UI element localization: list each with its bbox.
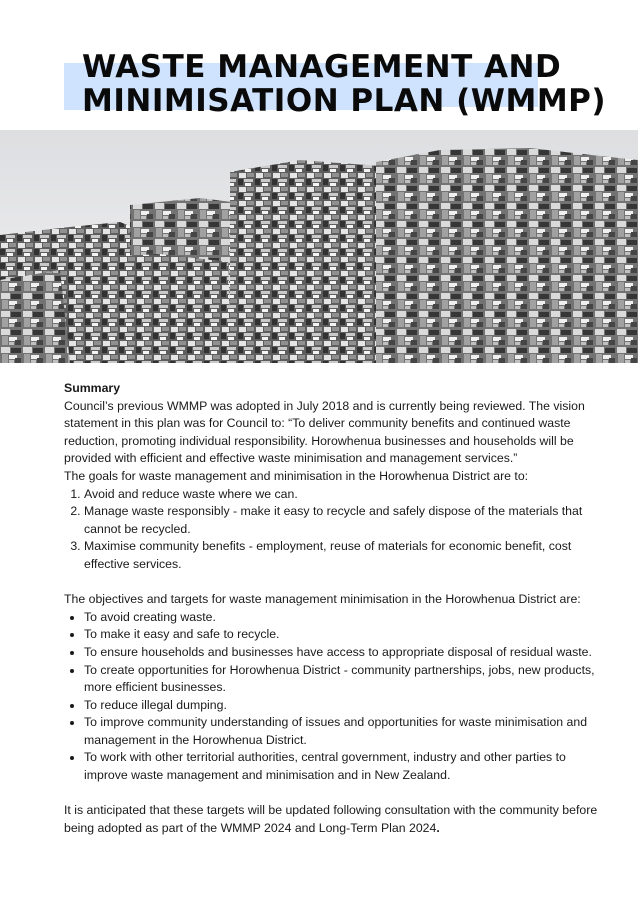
list-item: • To ensure households and businesses have access to appropriate disposal of residual waste. <box>84 644 600 662</box>
list-item: • To work with other territorial authorities, central government, industry and other parties to improve waste management and minimisation and in New Zealand. <box>84 749 600 784</box>
list-item: • To create opportunities for Horowhenua District - community partnerships, jobs, new products, more efficient businesses. <box>84 662 600 697</box>
goals-list <box>64 486 600 574</box>
title-block <box>0 0 638 128</box>
title-line-1: WASTE MANAGEMENT AND <box>82 49 562 85</box>
list-item: • To improve community understanding of issues and opportunities for waste minimisation and management in the Horowhenua District. <box>84 714 600 749</box>
recycling-bales-photo <box>0 130 638 363</box>
summary-intro: Council’s previous WMMP was adopted in July 2018 and is currently being reviewed. The vision statement in this plan was for Council to: “To deliver community benefits and continued waste reduction, promoting individual responsibility. Horowhenua businesses and households will be provided with efficient and effective waste minimisation and management services.” <box>64 398 585 466</box>
list-item: 1. Avoid and reduce waste where we can. <box>84 486 600 504</box>
goals-intro: The goals for waste management and minimisation in the Horowhenua District are to: <box>64 468 529 483</box>
objectives-list <box>64 609 600 785</box>
list-item: 3. Maximise community benefits - employment, reuse of materials for economic benefit, cost effective services. <box>84 538 600 573</box>
closing-text: It is anticipated that these targets will be updated following consultation with the community before being adopted as part of the WMMP 2024 and Long-Term Plan 2024 <box>64 803 598 835</box>
closing-paragraph <box>64 802 600 837</box>
objectives-intro: The objectives and targets for waste management minimisation in the Horowhenua District are: <box>64 592 581 607</box>
list-item: 2. Manage waste responsibly - make it easy to recycle and safely dispose of the materials that cannot be recycled. <box>84 503 600 538</box>
summary-heading: Summary <box>64 381 121 395</box>
summary-section <box>64 380 600 837</box>
list-item: • To reduce illegal dumping. <box>84 697 600 715</box>
list-item: • To avoid creating waste. <box>84 609 600 627</box>
title-line-2: MINIMISATION PLAN (WMMP) <box>82 83 607 119</box>
list-item: • To make it easy and safe to recycle. <box>84 626 600 644</box>
page-title <box>82 50 606 118</box>
closing-period: . <box>436 820 440 835</box>
